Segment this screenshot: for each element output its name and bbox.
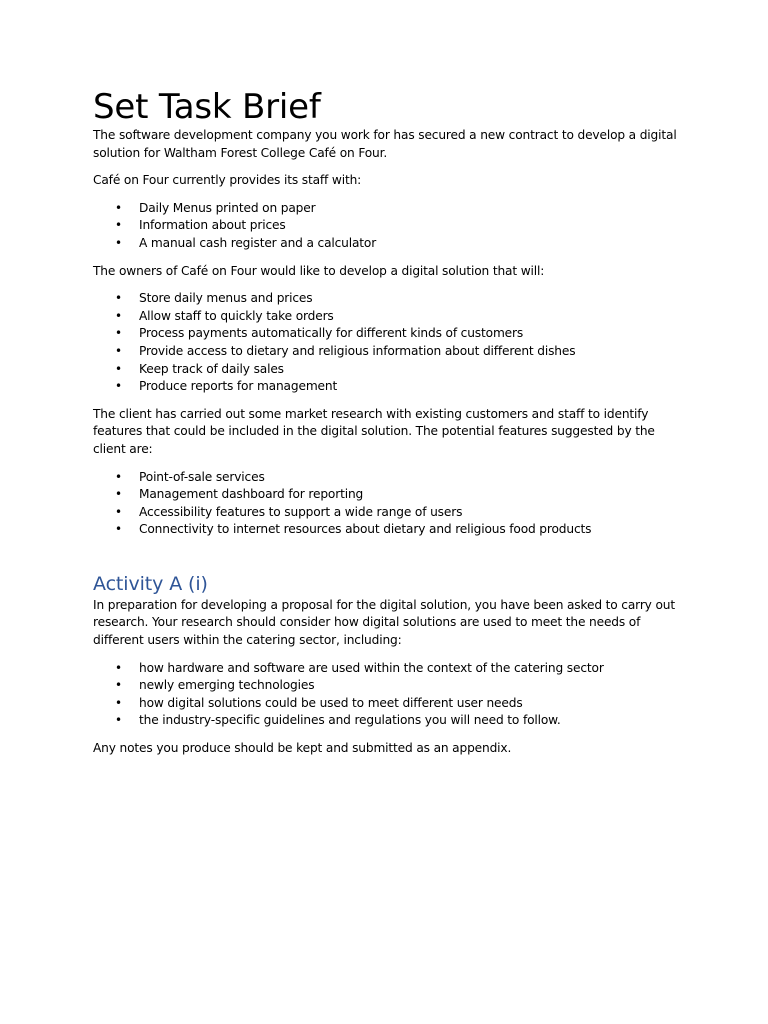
list-item — [93, 660, 678, 678]
current-provision-list — [93, 200, 678, 253]
list-item — [93, 469, 678, 487]
bullet-icon: • — [115, 200, 122, 215]
potential-features-list — [93, 469, 678, 539]
list-item-text: Allow staff to quickly take orders — [139, 308, 334, 323]
list-item — [93, 290, 678, 308]
intro-paragraph: The software development company you work for has secured a new contract to develop a digital solution for Waltham Forest College Café on Four. — [93, 128, 677, 160]
bullet-icon: • — [115, 695, 122, 710]
bullet-icon: • — [115, 678, 122, 693]
list-item-text: Store daily menus and prices — [139, 291, 313, 306]
list-item-text: Point-of-sale services — [139, 469, 265, 484]
bullet-icon: • — [115, 713, 122, 728]
list-item — [93, 217, 678, 235]
list-item — [93, 504, 678, 522]
list-item-text: Management dashboard for reporting — [139, 487, 364, 502]
bullet-icon: • — [115, 487, 122, 502]
list-item-text: Process payments automatically for different kinds of customers — [139, 326, 524, 341]
list-item-text: Information about prices — [139, 218, 286, 233]
list-item-text: the industry-specific guidelines and regulations you will need to follow. — [139, 713, 561, 728]
owners-goals-list — [93, 290, 678, 396]
list-item — [93, 200, 678, 218]
list-item-text: Keep track of daily sales — [139, 361, 284, 376]
list-item — [93, 308, 678, 326]
bullet-icon: • — [115, 469, 122, 484]
owners-goals-lead: The owners of Café on Four would like to develop a digital solution that will: — [93, 263, 545, 278]
list-item-text: Daily Menus printed on paper — [139, 200, 316, 215]
bullet-icon: • — [115, 361, 122, 376]
list-item — [93, 378, 678, 396]
document-page — [93, 86, 678, 768]
list-item — [93, 343, 678, 361]
list-item-text: Provide access to dietary and religious information about different dishes — [139, 343, 576, 358]
bullet-icon: • — [115, 218, 122, 233]
list-item — [93, 235, 678, 253]
bullet-icon: • — [115, 522, 122, 537]
list-item — [93, 486, 678, 504]
closing-paragraph: Any notes you produce should be kept and submitted as an appendix. — [93, 741, 512, 756]
bullet-icon: • — [115, 291, 122, 306]
bullet-icon: • — [115, 379, 122, 394]
list-item — [93, 677, 678, 695]
market-research-lead: The client has carried out some market research with existing customers and staff to identify features that could be included in the digital solution. The potential features suggested by the client are: — [93, 406, 655, 456]
list-item-text: how hardware and software are used within the context of the catering sector — [139, 660, 604, 675]
list-item — [93, 521, 678, 539]
list-item-text: how digital solutions could be used to meet different user needs — [139, 695, 523, 710]
bullet-icon: • — [115, 326, 122, 341]
list-item-text: A manual cash register and a calculator — [139, 235, 377, 250]
activity-lead: In preparation for developing a proposal for the digital solution, you have been asked to carry out research. Your research should consider how digital solutions are used to meet the needs of different users within the catering sector, including: — [93, 597, 675, 648]
list-item-text: Produce reports for management — [139, 379, 338, 394]
bullet-icon: • — [115, 660, 122, 675]
list-item — [93, 325, 678, 343]
list-item-text: newly emerging technologies — [139, 678, 315, 693]
current-provision-lead: Café on Four currently provides its staff with: — [93, 173, 362, 188]
document-title: Set Task Brief — [93, 87, 321, 127]
activity-heading: Activity A (i) — [93, 572, 208, 595]
list-item-text: Connectivity to internet resources about dietary and religious food products — [139, 522, 592, 537]
list-item — [93, 712, 678, 730]
bullet-icon: • — [115, 235, 122, 250]
bullet-icon: • — [115, 343, 122, 358]
activity-research-list — [93, 660, 678, 730]
list-item — [93, 695, 678, 713]
list-item — [93, 361, 678, 379]
bullet-icon: • — [115, 504, 122, 519]
bullet-icon: • — [115, 308, 122, 323]
list-item-text: Accessibility features to support a wide range of users — [139, 504, 463, 519]
